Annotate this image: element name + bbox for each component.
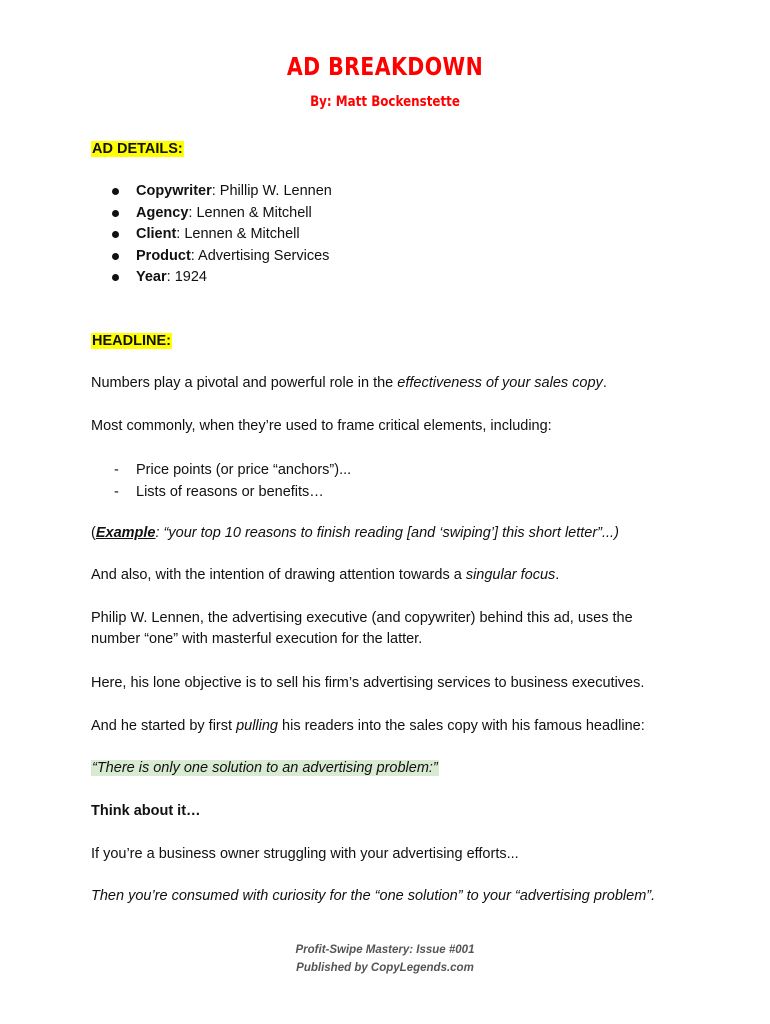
headline-quote-text: “There is only one solution to an advertising problem:”	[92, 760, 438, 776]
paragraph-most-commonly: Most commonly, when they’re used to frame critical elements, including:	[91, 418, 552, 434]
bullet-icon	[112, 210, 119, 217]
text-run: his readers into the sales copy with his famous headline:	[278, 718, 645, 734]
text-run: And also, with the intention of drawing attention towards a	[91, 567, 466, 583]
paragraph-business-owner: If you’re a business owner struggling with your advertising efforts...	[91, 846, 519, 862]
paragraph-singular-focus	[91, 565, 559, 586]
headline-heading-text: HEADLINE:	[92, 333, 171, 349]
text-run: (	[91, 525, 96, 541]
document-title: AD BREAKDOWN	[286, 52, 484, 81]
text-run: And he started by first	[91, 718, 237, 734]
detail-label: Copywriter	[136, 183, 212, 199]
bullet-icon	[112, 188, 119, 195]
list-item-text: Price points (or price “anchors”)...	[136, 462, 352, 478]
detail-copywriter	[112, 181, 332, 203]
paragraph-curiosity: Then you’re consumed with curiosity for the “one solution” to your “advertising problem”.	[91, 888, 656, 904]
italic-run: singular focus	[465, 567, 556, 583]
list-item	[112, 482, 351, 504]
footer-publisher: Published by CopyLegends.com	[296, 962, 474, 974]
author-byline: By: Matt Bockenstette	[310, 94, 460, 110]
detail-year	[112, 267, 332, 289]
footer-issue: Profit-Swipe Mastery: Issue #001	[295, 944, 475, 956]
detail-label: Year	[136, 269, 167, 285]
bullet-icon	[112, 231, 119, 238]
paragraph-numbers	[91, 373, 607, 394]
dash-icon: -	[114, 462, 119, 478]
elements-list	[112, 460, 351, 503]
headline-quote	[91, 758, 439, 779]
detail-value: : Lennen & Mitchell	[188, 204, 312, 221]
detail-value: : Phillip W. Lennen	[211, 183, 332, 199]
headline-heading	[91, 331, 172, 352]
page-footer	[0, 941, 770, 977]
detail-value: : 1924	[166, 269, 207, 285]
paragraph-objective: Here, his lone objective is to sell his firm’s advertising services to business executives.	[91, 675, 645, 691]
ad-details-heading	[91, 139, 184, 160]
dash-icon: -	[114, 483, 119, 500]
think-about-it: Think about it…	[91, 803, 201, 819]
text-run: .	[602, 375, 607, 391]
italic-run: effectiveness of your sales copy	[397, 375, 603, 391]
detail-agency	[112, 203, 332, 225]
text-run: Numbers play a pivotal and powerful role in the	[91, 375, 398, 391]
list-item-text: Lists of reasons or benefits…	[136, 483, 324, 500]
bullet-icon	[112, 253, 119, 260]
detail-product	[112, 246, 332, 268]
paragraph-lennen-line2: number “one” with masterful execution for the latter.	[91, 631, 423, 647]
ad-details-list	[112, 181, 332, 289]
detail-value: : Lennen & Mitchell	[176, 226, 300, 242]
detail-label: Agency	[136, 204, 189, 221]
detail-label: Client	[136, 226, 177, 242]
example-label: Example	[95, 525, 156, 541]
list-item	[112, 460, 351, 482]
ad-details-heading-text: AD DETAILS:	[92, 141, 183, 157]
example-paragraph	[91, 523, 619, 544]
paragraph-lennen-line1: Philip W. Lennen, the advertising executive (and copywriter) behind this ad, uses the	[91, 610, 633, 626]
example-text: : “your top 10 reasons to finish reading [and ‘swiping’] this short letter”...)	[155, 525, 619, 541]
bullet-icon	[112, 274, 119, 281]
detail-value: : Advertising Services	[190, 247, 330, 264]
italic-run: pulling	[236, 718, 278, 734]
detail-client	[112, 224, 332, 246]
text-run: .	[555, 567, 560, 583]
detail-label: Product	[136, 247, 191, 264]
paragraph-pulling	[91, 716, 645, 737]
